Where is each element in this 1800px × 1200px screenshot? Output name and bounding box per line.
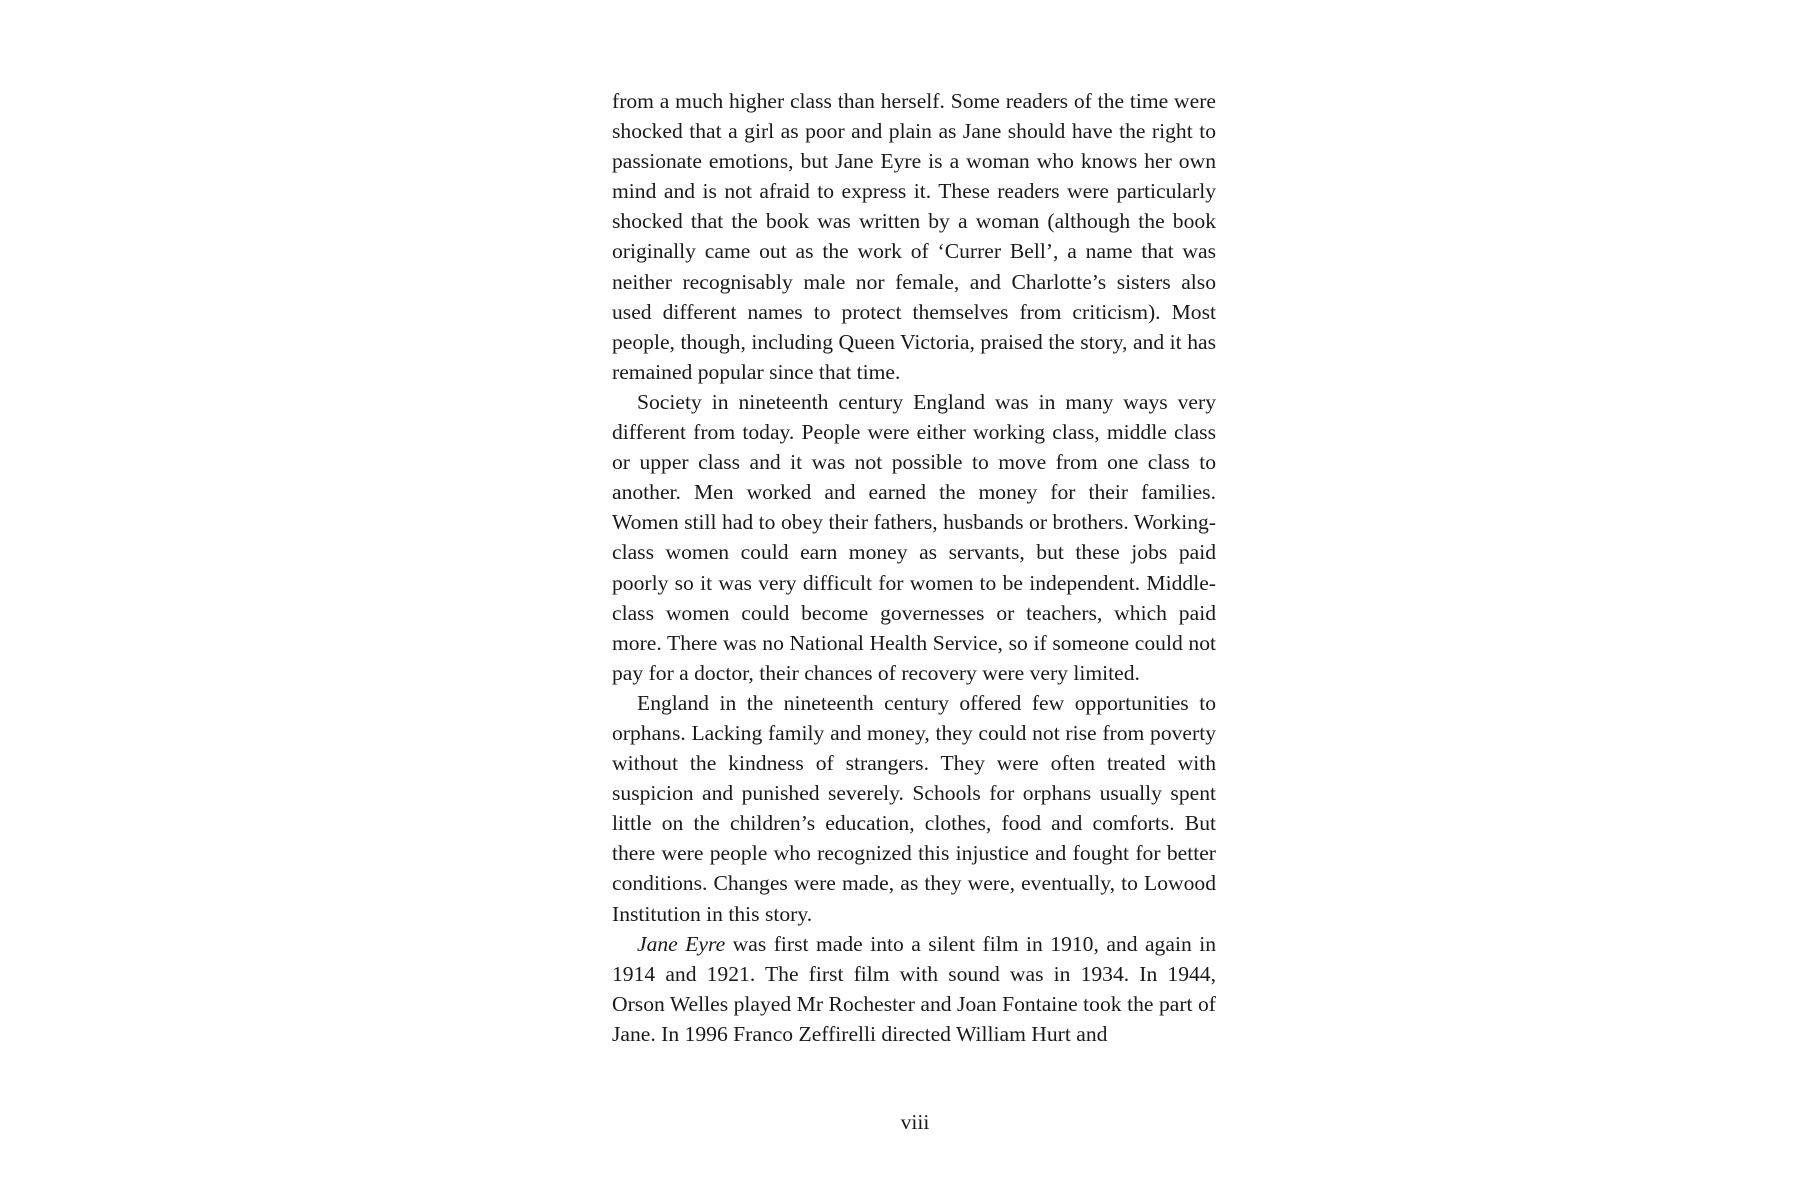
paragraph-1: from a much higher class than herself. Some readers of the time were shocked that a girl as poor and plain as Jane should have the right to passionate emotions, but Jane Eyre is a woman who knows her own mind and is not afraid to express it. These readers were particularly shocked that the book was written by a woman (although the book originally came out as the work of ‘Currer Bell’, a name that was neither recognisably male nor female, and Charlotte’s sisters also used different names to protect themselves from criticism). Most people, though, including Queen Victoria, praised the story, and it has remained popular since that time. [612,89,1216,384]
paragraph-2: Society in nineteenth century England was in many ways very different from today. People were either working class, middle class or upper class and it was not possible to move from one class to another. Men worked and earned the money for their families. Women still had to obey their fathers, husbands or brothers. Working-class women could earn money as servants, but these jobs paid poorly so it was very difficult for women to be independent. Middle-class women could become governesses or teachers, which paid more. There was no National Health Service, so if someone could not pay for a doctor, their chances of recovery were very limited. [612,389,1216,685]
paragraph-3: England in the nineteenth century offered few opportunities to orphans. Lacking family and money, they could not rise from poverty without the kindness of strangers. They were often treated with suspicion and punished severely. Schools for orphans usually spent little on the children’s education, clothes, food and comforts. But there were people who recognized this injustice and fought for better conditions. Changes were made, as they were, eventually, to Lowood Institution in this story. [612,690,1216,926]
page-body [612,86,1216,1049]
book-title-italic: Jane Eyre [637,931,726,956]
paragraph-4 [612,929,1216,1049]
paragraph-4-text: was first made into a silent film in 1910, and again in 1914 and 1921. The first film with sound was in 1934. In 1944, Orson Welles played Mr Rochester and Joan Fontaine took the part of Jane. In 1996 Franco Zeffirelli directed William Hurt and [612,931,1216,1046]
page-number: viii [900,1110,930,1134]
